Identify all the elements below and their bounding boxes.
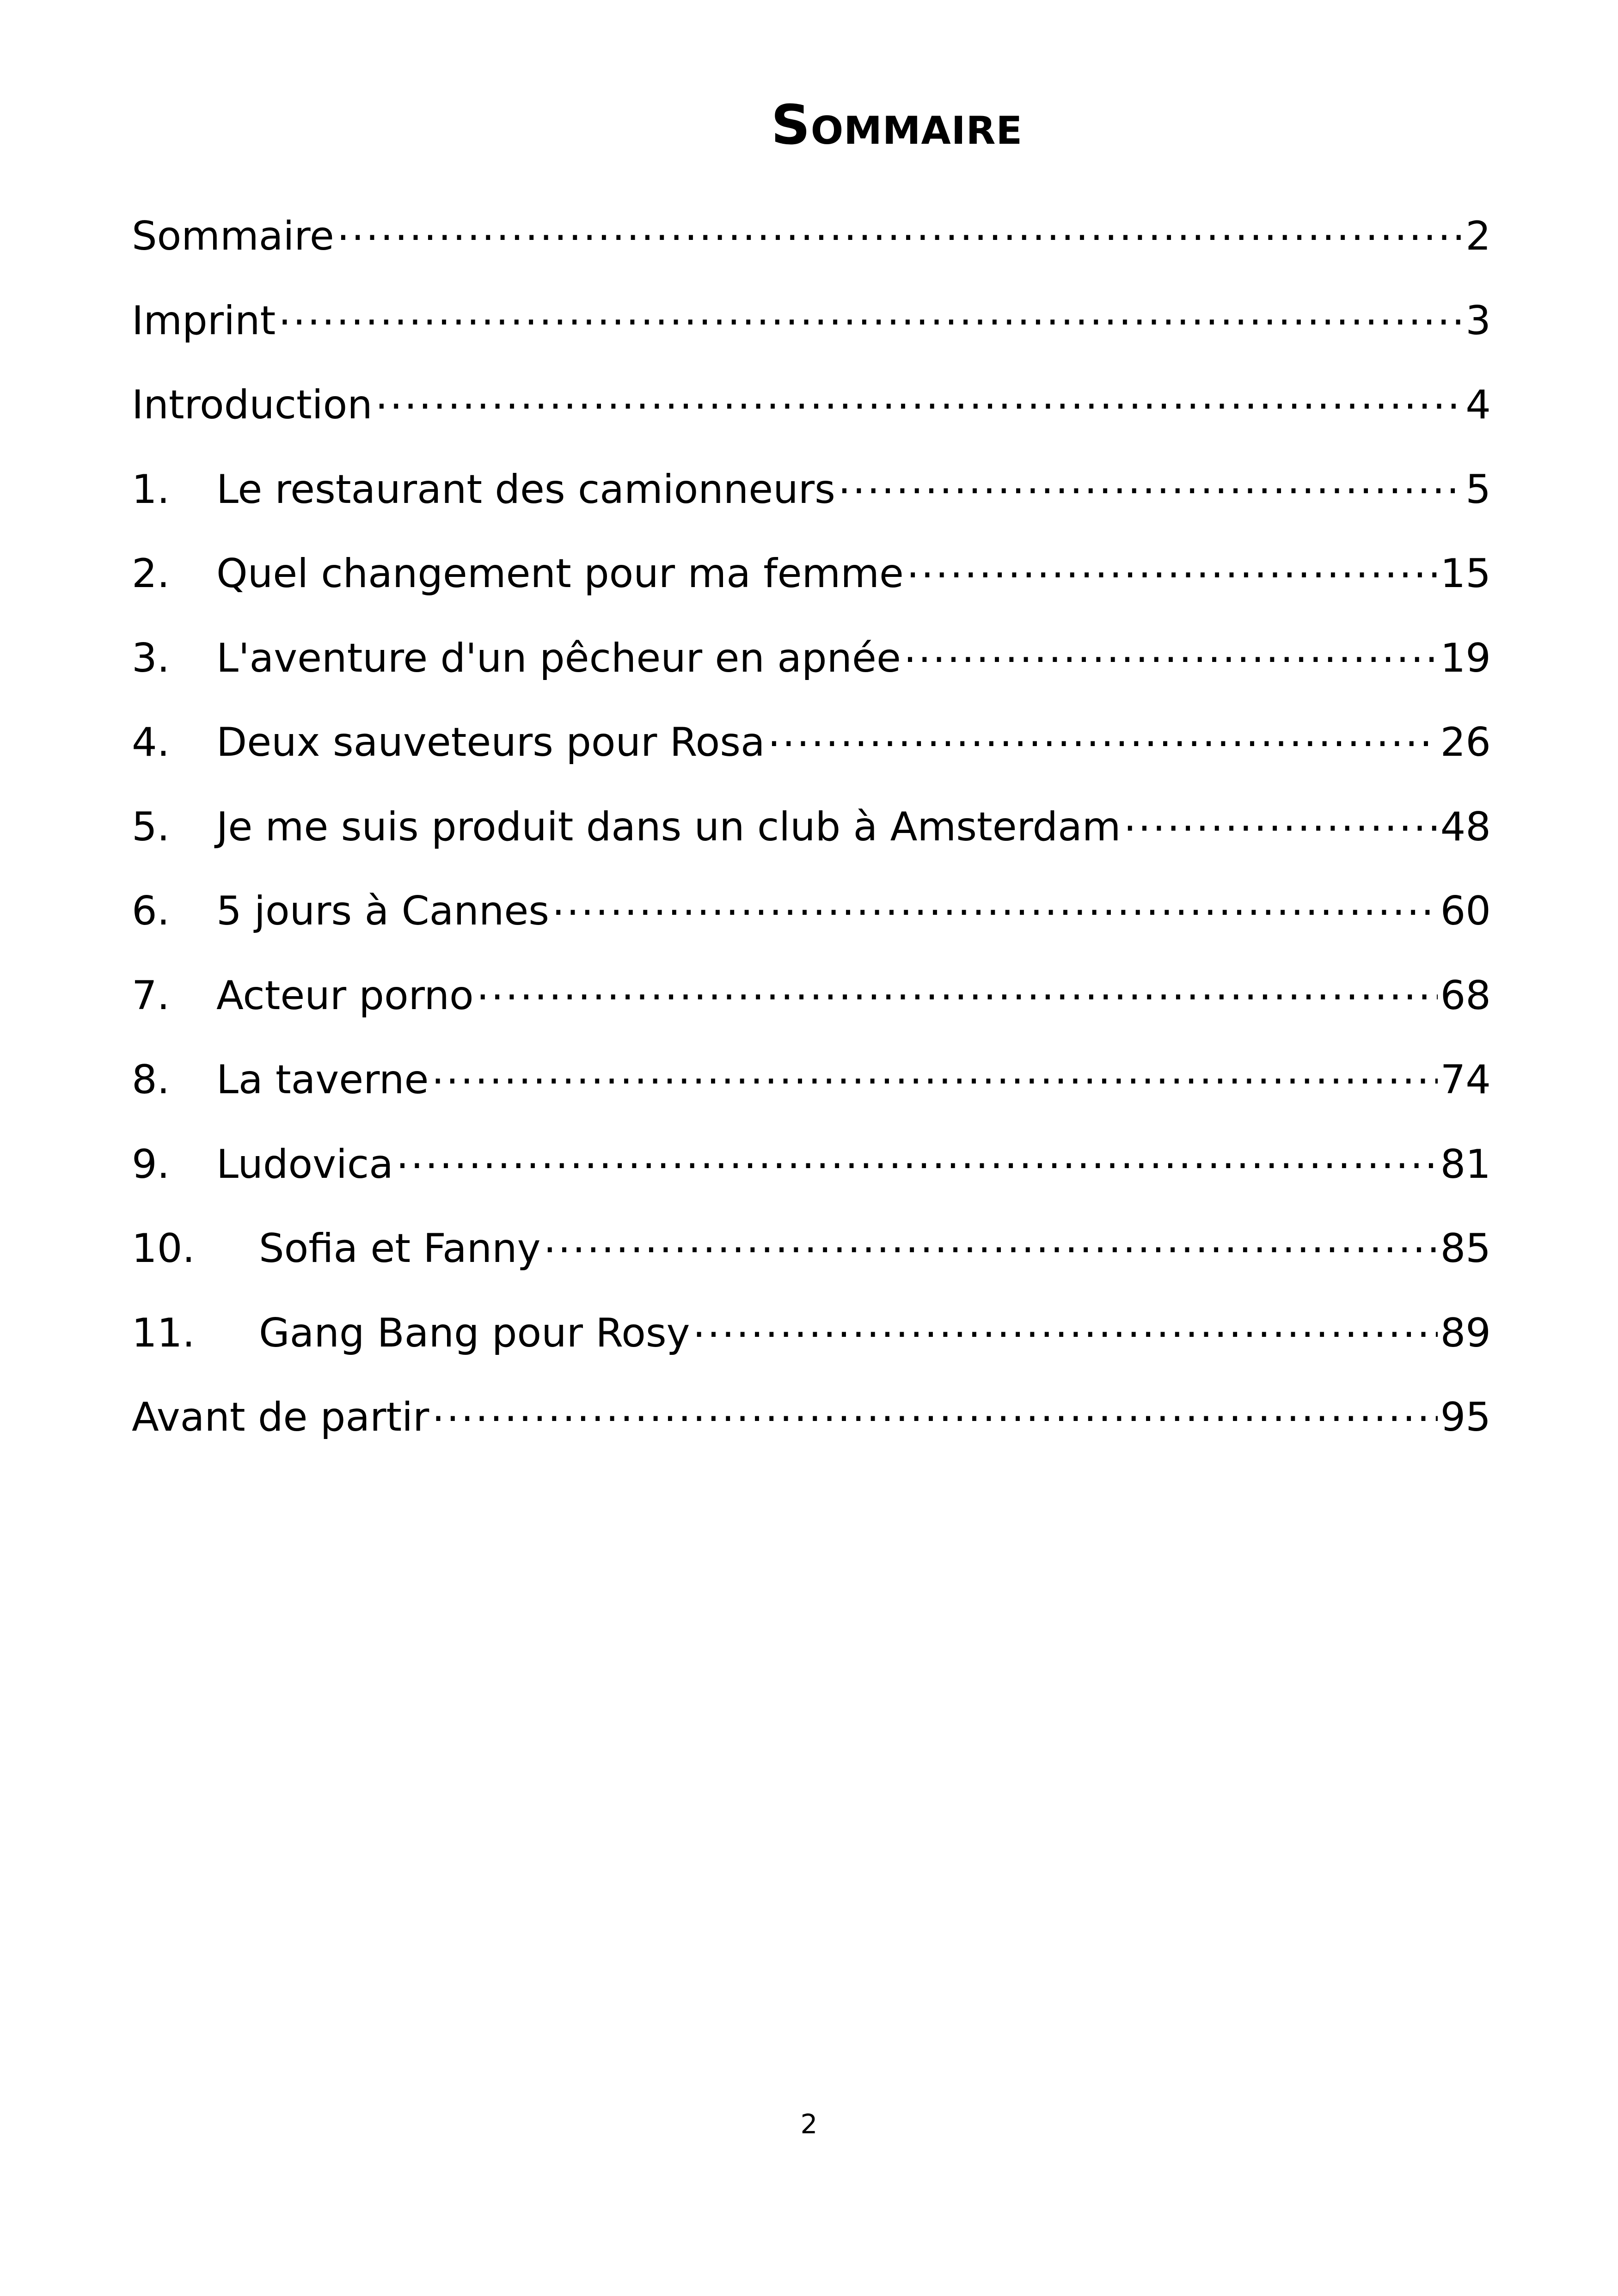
toc-entry-page: 60 bbox=[1440, 888, 1491, 934]
toc-entry-page: 3 bbox=[1465, 297, 1491, 344]
toc-entry-label: Ludovica bbox=[216, 1141, 393, 1188]
toc-entry[interactable] bbox=[132, 1384, 1491, 1469]
toc-leader-dots bbox=[1124, 794, 1438, 840]
toc-entry-label: Quel changement pour ma femme bbox=[216, 551, 904, 597]
toc-entry-number: 9. bbox=[132, 1141, 170, 1188]
toc-entry[interactable] bbox=[132, 372, 1491, 457]
toc-entry-label: Avant de partir bbox=[132, 1394, 429, 1440]
toc-leader-dots bbox=[432, 1384, 1437, 1431]
toc-entry-page: 95 bbox=[1440, 1394, 1491, 1440]
toc-entry-number: 3. bbox=[132, 635, 170, 681]
toc-entry-label: Sofia et Fanny bbox=[259, 1225, 541, 1272]
toc-entry-page: 15 bbox=[1440, 551, 1491, 597]
toc-leader-dots bbox=[337, 203, 1463, 250]
toc-leader-dots bbox=[396, 1132, 1438, 1178]
toc-leader-dots bbox=[544, 1216, 1438, 1262]
toc-entry-number: 4. bbox=[132, 719, 170, 765]
toc-entry-page: 4 bbox=[1465, 382, 1491, 428]
toc-entry-label: L'aventure d'un pêcheur en apnée bbox=[216, 635, 901, 681]
toc-entry-number: 10. bbox=[132, 1225, 195, 1272]
toc-entry[interactable] bbox=[132, 625, 1491, 710]
toc-entry-number: 7. bbox=[132, 972, 170, 1019]
page-number: 2 bbox=[800, 2108, 818, 2140]
toc-entry[interactable] bbox=[132, 457, 1491, 541]
toc-entry-page: 85 bbox=[1440, 1225, 1491, 1272]
toc-entry[interactable] bbox=[132, 288, 1491, 373]
toc-entry-number: 8. bbox=[132, 1057, 170, 1103]
toc-leader-dots bbox=[768, 710, 1438, 756]
toc-entry-label: Je me suis produit dans un club à Amsterdam bbox=[216, 803, 1121, 850]
toc-entry-label: Acteur porno bbox=[216, 972, 474, 1019]
toc-entry-number: 5. bbox=[132, 803, 170, 850]
toc-leader-dots bbox=[693, 1300, 1438, 1347]
toc-entry[interactable] bbox=[132, 878, 1491, 963]
toc-entry-label: La taverne bbox=[216, 1057, 429, 1103]
toc-entry-label: Le restaurant des camionneurs bbox=[216, 466, 835, 513]
toc-entry-page: 5 bbox=[1465, 466, 1491, 513]
toc-leader-dots bbox=[838, 457, 1463, 503]
toc-entry-label: Deux sauveteurs pour Rosa bbox=[216, 719, 765, 765]
toc-entry[interactable] bbox=[132, 710, 1491, 794]
toc-entry-label: Sommaire bbox=[132, 213, 334, 259]
toc-leader-dots bbox=[552, 878, 1437, 925]
toc-entry[interactable] bbox=[132, 203, 1491, 288]
toc-entry-page: 2 bbox=[1465, 213, 1491, 259]
toc-leader-dots bbox=[375, 372, 1463, 418]
toc-entry-number: 1. bbox=[132, 466, 170, 513]
page-title: Sommaire bbox=[771, 93, 1023, 157]
toc-entry[interactable] bbox=[132, 963, 1491, 1047]
toc-entry-label: Gang Bang pour Rosy bbox=[259, 1310, 690, 1356]
toc-entry-number: 2. bbox=[132, 551, 170, 597]
toc-leader-dots bbox=[278, 288, 1463, 334]
toc-leader-dots bbox=[904, 625, 1438, 672]
toc-entry-page: 26 bbox=[1440, 719, 1491, 765]
toc-entry-page: 19 bbox=[1440, 635, 1491, 681]
toc-entry-page: 89 bbox=[1440, 1310, 1491, 1356]
toc-entry[interactable] bbox=[132, 1047, 1491, 1132]
toc-entry[interactable] bbox=[132, 1300, 1491, 1385]
toc-entry-label: Introduction bbox=[132, 382, 373, 428]
toc-entry[interactable] bbox=[132, 794, 1491, 879]
toc-entry-page: 81 bbox=[1440, 1141, 1491, 1188]
toc-leader-dots bbox=[907, 541, 1438, 587]
toc-entry[interactable] bbox=[132, 541, 1491, 625]
toc-entry-number: 6. bbox=[132, 888, 170, 934]
toc-entry[interactable] bbox=[132, 1216, 1491, 1300]
toc-entry-label: 5 jours à Cannes bbox=[216, 888, 550, 934]
toc-entry-number: 11. bbox=[132, 1310, 195, 1356]
toc-entry-page: 68 bbox=[1440, 972, 1491, 1019]
toc-entry-page: 74 bbox=[1440, 1057, 1491, 1103]
toc-entry-label: Imprint bbox=[132, 297, 276, 344]
toc-leader-dots bbox=[431, 1047, 1437, 1093]
toc-leader-dots bbox=[477, 963, 1438, 1009]
table-of-contents bbox=[132, 203, 1491, 1469]
toc-entry[interactable] bbox=[132, 1132, 1491, 1216]
toc-entry-page: 48 bbox=[1440, 803, 1491, 850]
